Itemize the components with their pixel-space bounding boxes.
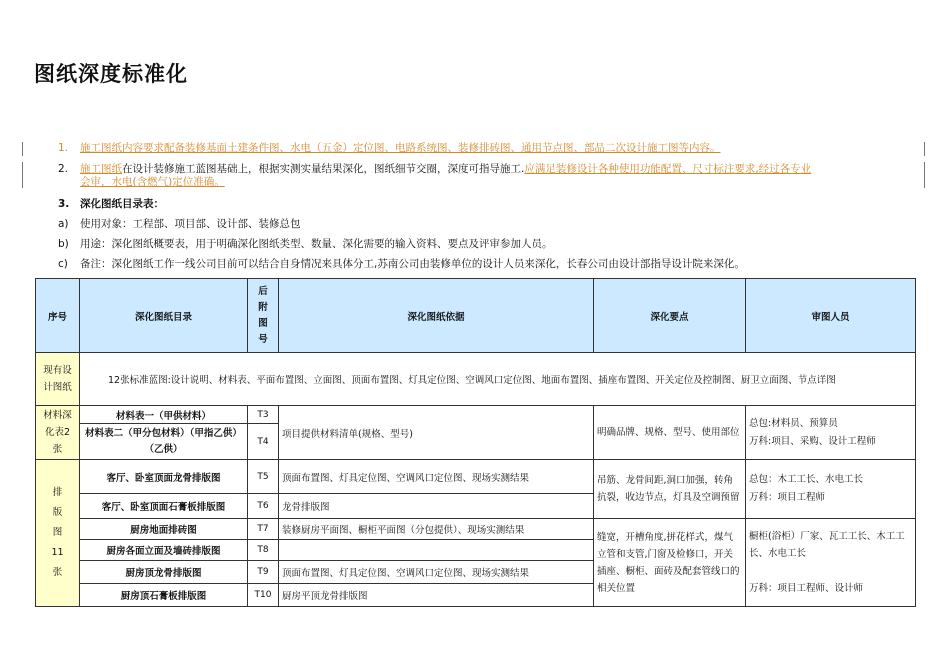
drawing-basis: 龙骨排版图 [279, 494, 594, 519]
reviewer-line: 总包:材料员、预算员 [749, 417, 838, 429]
reviewer-line: 万科:项目、采购、设计工程师 [749, 435, 876, 447]
reviewer-line: 橱柜(浴柜）厂家、瓦工工长、木工工长、水电工长 [749, 531, 905, 559]
drawing-code: T6 [248, 494, 279, 519]
group-label: 排版图11张 [36, 460, 80, 607]
header-cell: 序号 [36, 279, 80, 353]
group-content: 12张标准蓝图:设计说明、材料表、平面布置图、立面图、顶面布置图、灯具定位图、空调风口定位图、地面布置图、插座布置图、开关定位及控制图、厨卫立面图、节点详图 [80, 353, 916, 406]
drawing-basis: 顶面布置图、灯具定位图、空调风口定位图、现场实测结果 [279, 561, 594, 584]
item-highlight: 会审，水电(含燃气)定位准确。 [80, 176, 225, 188]
item-number: a) [58, 218, 69, 230]
item-text: 施工图纸内容要求配备装修基面土建条件图、水电（五金）定位图、电路系统图、装修排砖图、通用节点图、部品二次设计施工图等内容。 [80, 142, 721, 154]
drawing-basis: 顶面布置图、灯具定位图、空调风口定位图、现场实测结果 [279, 460, 594, 494]
group-label: 材料深化表2张 [36, 406, 80, 460]
item-text: 备注：深化图纸工作一线公司目前可以结合自身情况来具体分工,苏南公司由装修单位的设计人员来深化，长春公司由设计部指导设计院来深化。 [80, 258, 745, 270]
table-row [36, 406, 916, 424]
drawing-name: 材料表一（甲供材料） [80, 406, 248, 424]
item-text: 用途：深化图纸概要表，用于明确深化图纸类型、数量、深化需要的输入资料、要点及评审参加人员。 [80, 238, 553, 250]
drawing-name: 厨房顶石膏板排版图 [80, 584, 248, 607]
table-row [36, 353, 916, 406]
table-header-row [36, 279, 916, 353]
reviewer-line: 万科：项目工程师、设计师 [749, 583, 864, 594]
item-text-plain: 在设计装修施工蓝图基础上，根据实测实量结果深化，图纸细节交圈，深度可指导施工. [122, 163, 525, 175]
item-text: 深化图纸目录表： [80, 198, 164, 210]
revision-bar [22, 142, 23, 156]
drawing-code: T8 [248, 540, 279, 561]
drawing-code: T9 [248, 561, 279, 584]
drawing-code: T4 [248, 424, 279, 460]
header-cell: 后附图号 [248, 279, 279, 353]
revision-bar [924, 142, 925, 156]
deepening-points: 缝宽，开槽角度,拼花样式，煤气立管和支管,门窗及检修口，开关插座、橱柜、面砖及配套管线口的相关位置 [594, 519, 746, 607]
drawing-basis [279, 540, 594, 561]
drawing-code: T7 [248, 519, 279, 540]
drawing-name: 客厅、卧室顶面石膏板排版图 [80, 494, 248, 519]
deepening-points: 吊筋、龙骨间距,洞口加强，转角抗裂，收边节点，灯具及空调预留 [594, 460, 746, 519]
drawing-name: 材料表二（甲分包材料）（甲指乙供）（乙供） [80, 424, 248, 460]
revision-bar [22, 162, 23, 188]
reviewers [746, 519, 916, 607]
reviewers [746, 460, 916, 519]
item-highlight: 应满足装修设计各种使用功能配置、尺寸标注要求,经过各专业 [524, 163, 812, 175]
reviewer-line: 总包：木工工长、水电工长 [749, 474, 864, 485]
drawing-basis: 装修厨房平面图、橱柜平面图（分包提供）、现场实测结果 [279, 519, 594, 540]
drawing-basis: 厨房平顶龙骨排版图 [279, 584, 594, 607]
drawing-code: T10 [248, 584, 279, 607]
drawing-code: T5 [248, 460, 279, 494]
item-text: 使用对象：工程部、项目部、设计部、装修总包 [80, 218, 301, 230]
drawing-name: 厨房地面排砖图 [80, 519, 248, 540]
reviewers [746, 406, 916, 460]
item-number: 3. [58, 198, 70, 210]
item-number: 1. [58, 142, 69, 154]
header-cell: 深化要点 [594, 279, 746, 353]
header-cell: 深化图纸依据 [279, 279, 594, 353]
revision-bar [924, 162, 925, 188]
header-cell: 审图人员 [746, 279, 916, 353]
table-row [36, 460, 916, 494]
drawing-name: 厨房各面立面及墙砖排版图 [80, 540, 248, 561]
item-link[interactable]: 施工图纸 [80, 163, 122, 175]
deepening-points: 明确品牌、规格、型号、使用部位 [594, 406, 746, 460]
item-number: b) [58, 238, 69, 250]
reviewer-line: 万科：项目工程师 [749, 492, 826, 503]
page-title: 图纸深度标准化 [34, 62, 188, 86]
header-cell: 深化图纸目录 [80, 279, 248, 353]
drawing-code: T3 [248, 406, 279, 424]
item-number: c) [58, 258, 68, 270]
table-row [36, 519, 916, 540]
item-number: 2. [58, 163, 69, 175]
group-label: 现有设计图纸 [36, 353, 80, 406]
drawing-name: 客厅、卧室顶面龙骨排版图 [80, 460, 248, 494]
drawing-basis: 项目提供材料清单(规格、型号) [279, 406, 594, 460]
drawing-table [35, 278, 916, 607]
drawing-name: 厨房顶龙骨排版图 [80, 561, 248, 584]
item-text [80, 163, 811, 176]
